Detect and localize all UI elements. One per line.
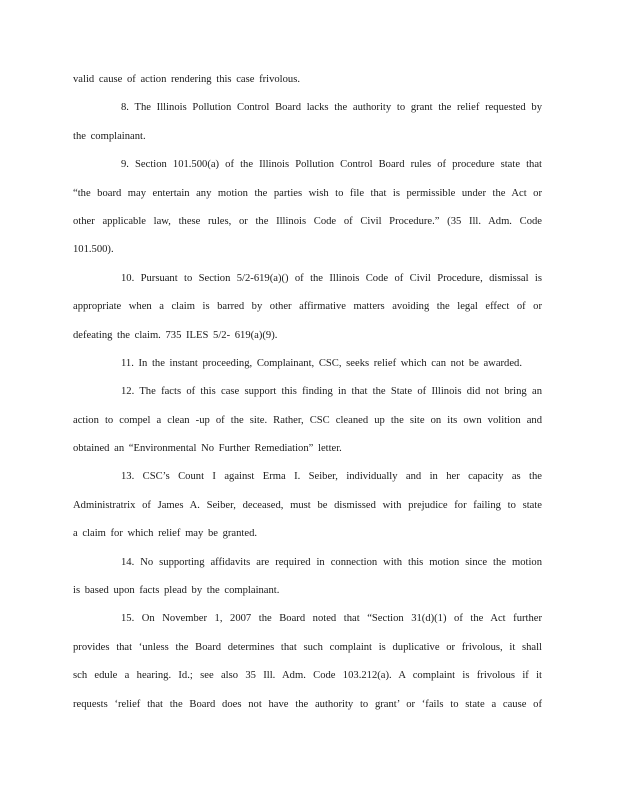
text-line: defeating the claim. 735 ILES 5/2- 619(a)(9).	[73, 329, 278, 341]
paragraph-10	[73, 269, 542, 354]
paragraph-13	[73, 467, 542, 552]
text-line: provides that ‘unless the Board determines that such complaint is duplicative or frivolous, it shall	[73, 641, 542, 653]
text-line: action to compel a clean -up of the site. Rather, CSC cleaned up the site on its own volition and	[73, 414, 542, 426]
text-line: obtained an “Environmental No Further Remediation” letter.	[73, 443, 342, 455]
text-line: 12. The facts of this case support this finding in that the State of Illinois did not bring an	[121, 386, 542, 398]
text-line: 8. The Illinois Pollution Control Board lacks the authority to grant the relief requested by	[121, 102, 542, 114]
text-line: sch edule a hearing. Id.; see also 35 Ill. Adm. Code 103.212(a). A complaint is frivolous if it	[73, 670, 542, 682]
paragraph-14	[73, 553, 542, 610]
text-line: requests ‘relief that the Board does not have the authority to grant’ or ‘fails to state a cause of	[73, 698, 542, 710]
paragraph-8	[73, 98, 542, 155]
paragraph-12	[73, 382, 542, 467]
text-line: 101.500).	[73, 244, 114, 256]
text-line: appropriate when a claim is barred by other affirmative matters avoiding the legal effect of or	[73, 301, 542, 313]
text-line: 10. Pursuant to Section 5/2-619(a)() of the Illinois Code of Civil Procedure, dismissal is	[121, 272, 542, 284]
text-line: valid cause of action rendering this case frivolous.	[73, 74, 300, 85]
paragraph-7-end	[73, 70, 542, 98]
paragraph-11	[73, 354, 542, 382]
text-line: 14. No supporting affidavits are required in connection with this motion since the motion	[121, 556, 542, 568]
text-line: a claim for which relief may be granted.	[73, 528, 258, 540]
text-line: “the board may entertain any motion the parties wish to file that is permissible under the Act or	[73, 187, 542, 199]
text-line: other applicable law, these rules, or the Illinois Code of Civil Procedure.” (35 Ill. Adm. Code	[73, 215, 542, 227]
text-line: 13. CSC’s Count I against Erma I. Seiber, individually and in her capacity as the	[121, 471, 542, 483]
text-line: Administratrix of James A. Seiber, deceased, must be dismissed with prejudice for failing to state	[73, 499, 542, 511]
text-line: 11. In the instant proceeding, Complainant, CSC, seeks relief which can not be awarded.	[121, 357, 522, 369]
text-line: is based upon facts plead by the complainant.	[73, 585, 280, 597]
text-line: 15. On November 1, 2007 the Board noted that “Section 31(d)(1) of the Act further	[121, 613, 542, 625]
text-line: the complainant.	[73, 130, 146, 142]
paragraph-15	[73, 609, 542, 723]
text-line: 9. Section 101.500(a) of the Illinois Pollution Control Board rules of procedure state that	[121, 159, 542, 171]
paragraph-9	[73, 155, 542, 269]
